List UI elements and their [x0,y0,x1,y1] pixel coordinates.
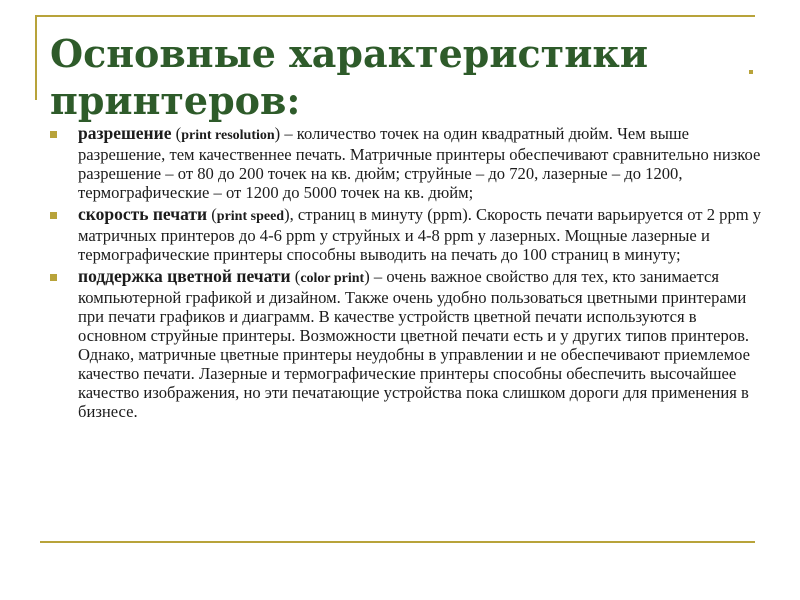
description: ) – очень важное свойство для тех, кто занимается компьютерной графикой и дизайном. Также очень удобно пользоваться цветными принтерами при печати графиков и диаграмм. В качестве устройств цветной печати используются в основном струйные принтеры. Возможности цветной печати есть и у других типов принтеров. Однако, матричные цветные принтеры неудобны в управлении и не обеспечивают приемлемое качество печати. Лазерные и термографические принтеры способны обеспечить высочайшее качество изображения, но эти печатающие устройства пока слишком дороги для применения в бизнесе. [78,267,750,421]
bullet-item-resolution [50,124,762,202]
english-term: print speed [216,209,285,224]
open-paren: ( [207,205,217,224]
bullet-text [78,205,762,264]
open-paren: ( [171,124,182,143]
bullet-text [78,124,762,202]
frame-vertical-rule [35,15,37,100]
bullet-item-print-speed [50,205,762,264]
bullet-item-color-print [50,267,762,421]
square-bullet-icon [50,274,57,281]
term: скорость печати [78,204,208,224]
square-bullet-icon [50,131,57,138]
bullet-text [78,267,762,421]
square-bullet-icon [50,212,57,219]
frame-bottom-rule [40,541,755,543]
bullet-list [50,124,762,424]
term: разрешение [78,123,172,143]
open-paren: ( [290,267,301,286]
frame-top-rule [35,15,755,17]
term: поддержка цветной печати [78,266,291,286]
description: ), страниц в минуту (ppm). Скорость печати варьируется от 2 ppm у матричных принтеров до 4-6 ppm у струйных и 4-8 ppm у лазерных. Мощные лазерные и термографические принтеры способны выводить на печать до 100 страниц в минуту; [78,205,762,264]
english-term: color print [300,271,365,286]
description: ) – количество точек на один квадратный дюйм. Чем выше разрешение, тем качественнее печать. Матричные принтеры обеспечивают сравнительно низкое разрешение – от 80 до 200 точек на кв. дюйм; струйные – до 720, лазерные – до 1200, термографические – от 1200 до 5000 точек на кв. дюйм; [78,124,761,202]
english-term: print resolution [181,128,275,143]
slide-title: Основные характеристики принтеров: [50,31,648,123]
